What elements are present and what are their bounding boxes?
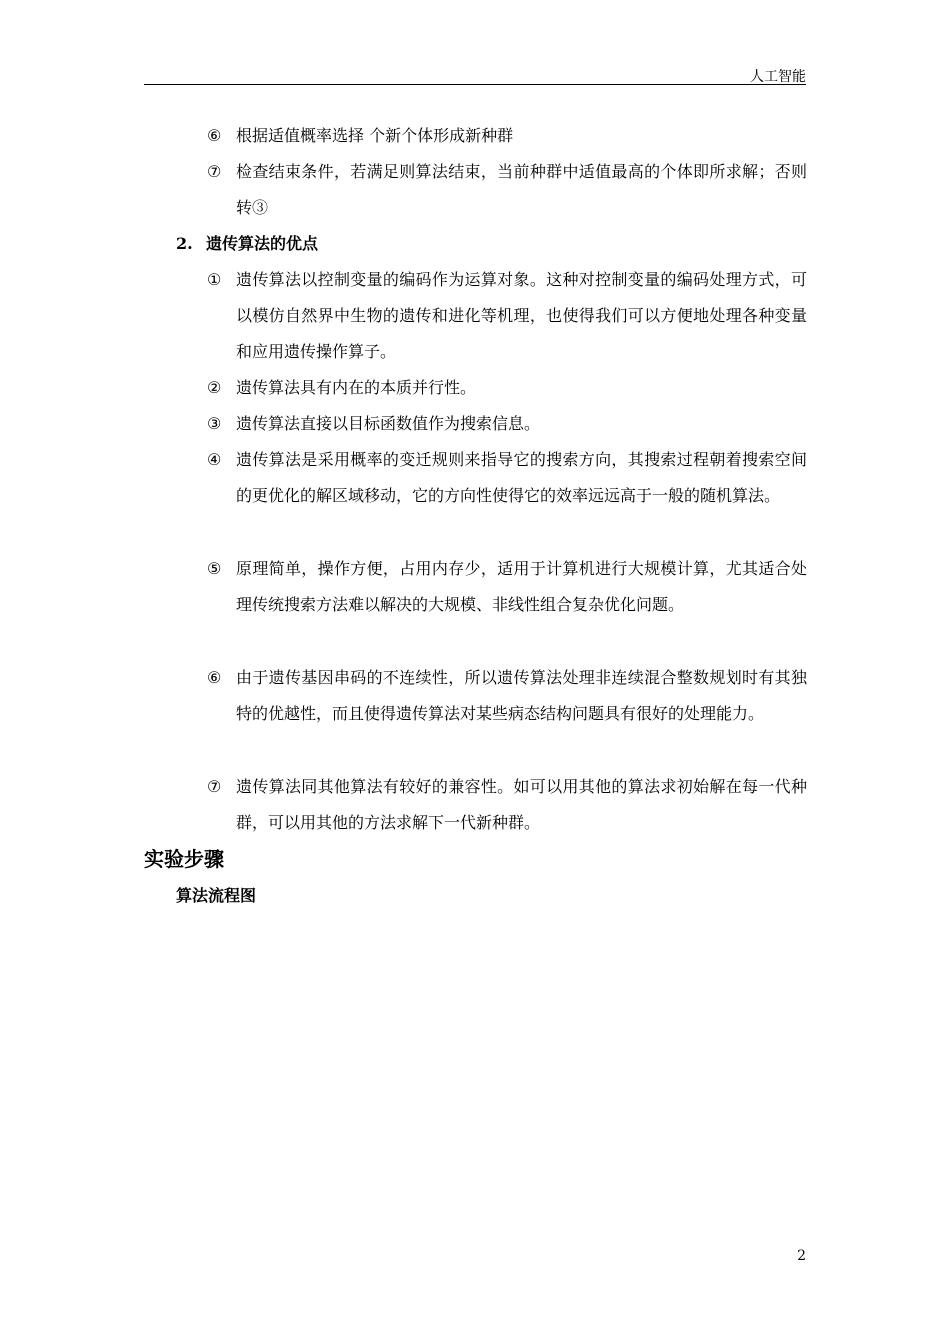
- list-item-text: 由于遗传基因串码的不连续性，所以遗传算法处理非连续混合整数规划时有其独特的优越性，而且使得遗传算法对某些病态结构问题具有很好的处理能力。: [236, 668, 807, 723]
- list-marker: ⑤: [207, 559, 222, 578]
- list-item-text: 遗传算法直接以目标函数值作为搜索信息。: [236, 414, 541, 433]
- list-item-text: 检查结束条件，若满足则算法结束，当前种群中适值最高的个体即所求解；否则转③: [236, 162, 807, 217]
- list-item-text: 根据适值概率选择 个新个体形成新种群: [236, 126, 514, 145]
- list-marker: ③: [207, 414, 222, 433]
- running-header-title: 人工智能: [750, 69, 806, 85]
- list-marker: ⑥: [207, 126, 222, 145]
- list-marker: ⑦: [207, 777, 222, 796]
- flowchart-subheading: 算法流程图: [176, 886, 257, 905]
- list-item-text: 原理简单，操作方便，占用内存少，适用于计算机进行大规模计算，尤其适合处理传统搜索方法难以解决的大规模、非线性组合复杂优化问题。: [236, 559, 807, 614]
- list-marker: ⑥: [207, 668, 222, 687]
- list-item: [207, 370, 807, 406]
- list-item: [207, 551, 807, 623]
- section-number: 2.: [176, 234, 193, 253]
- list-marker: ①: [207, 270, 222, 289]
- list-item: [207, 769, 807, 841]
- page-number: 2: [797, 1248, 806, 1264]
- list-marker: ②: [207, 378, 222, 397]
- experiment-steps-heading: 实验步骤: [144, 847, 224, 871]
- section-title: 遗传算法的优点: [206, 234, 319, 253]
- header-rule: [144, 84, 806, 85]
- list-item: [207, 406, 807, 442]
- list-item: [207, 154, 807, 226]
- list-item-text: 遗传算法具有内在的本质并行性。: [236, 378, 477, 397]
- list-item-text: 遗传算法是采用概率的变迁规则来指导它的搜索方向，其搜索过程朝着搜索空间的更优化的解区域移动，它的方向性使得它的效率远远高于一般的随机算法。: [236, 450, 807, 505]
- list-item: [207, 262, 807, 370]
- section-heading: [176, 229, 318, 259]
- list-item-text: 遗传算法同其他算法有较好的兼容性。如可以用其他的算法求初始解在每一代种群，可以用其他的方法求解下一代新种群。: [236, 777, 807, 832]
- list-item: [207, 442, 807, 514]
- list-marker: ⑦: [207, 162, 222, 181]
- list-item: [207, 118, 807, 154]
- list-marker: ④: [207, 450, 222, 469]
- list-item: [207, 660, 807, 732]
- list-item-text: 遗传算法以控制变量的编码作为运算对象。这种对控制变量的编码处理方式，可以模仿自然界中生物的遗传和进化等机理，也使得我们可以方便地处理各种变量和应用遗传操作算子。: [236, 270, 807, 361]
